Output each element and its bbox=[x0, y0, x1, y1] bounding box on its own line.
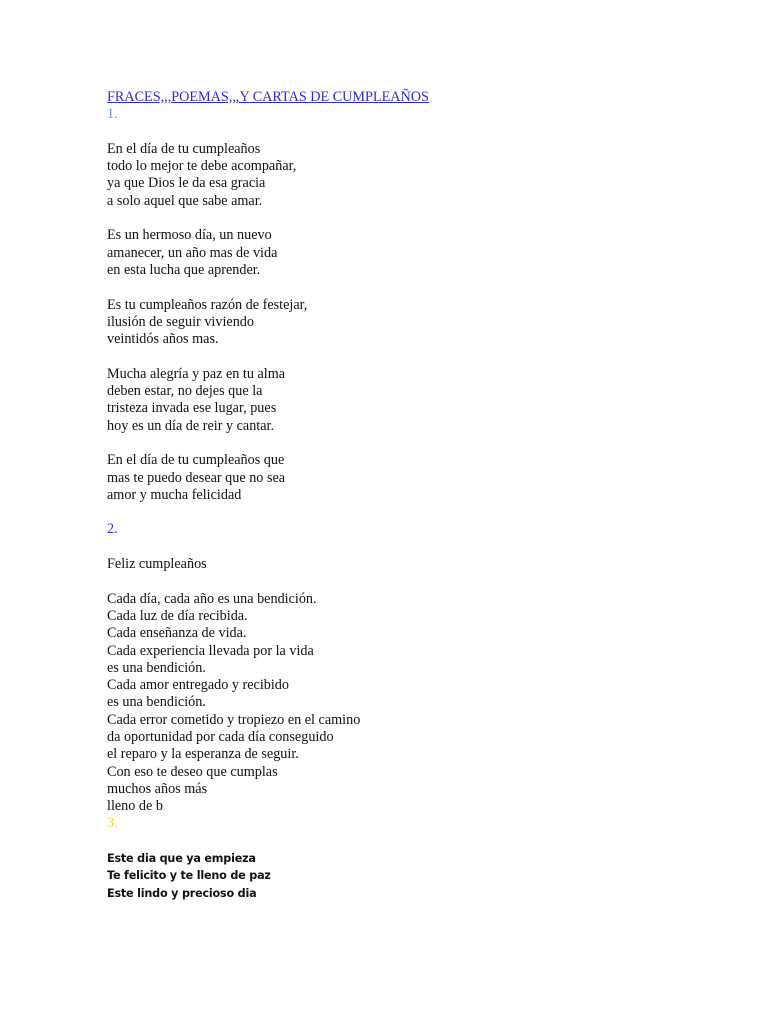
poem-line: Cada amor entregado y recibido bbox=[107, 677, 289, 694]
poem-line: Cada experiencia llevada por la vida bbox=[107, 642, 314, 659]
poem-line: En el día de tu cumpleaños bbox=[107, 140, 261, 157]
poem-line: amor y mucha felicidad bbox=[107, 486, 242, 503]
poem-line: Cada error cometido y tropiezo en el camino bbox=[107, 711, 361, 728]
poem-line: en esta lucha que aprender. bbox=[107, 261, 261, 278]
poem-line: es una bendición. bbox=[107, 659, 206, 676]
spacer bbox=[107, 124, 707, 141]
poem-line: ya que Dios le da esa gracia bbox=[107, 175, 266, 192]
document-title-link[interactable]: FRACES,,,POEMAS,,,Y CARTAS DE CUMPLEAÑOS bbox=[107, 89, 429, 105]
poem-line: a solo aquel que sabe amar. bbox=[107, 192, 263, 209]
poem-line: tristeza invada ese lugar, pues bbox=[107, 400, 277, 417]
spacer bbox=[107, 435, 707, 452]
section-1-stanza-2 bbox=[107, 227, 707, 279]
poem-line: da oportunidad por cada día conseguido bbox=[107, 728, 334, 745]
poem-line: Cada luz de día recibida. bbox=[107, 607, 248, 624]
spacer bbox=[107, 279, 707, 296]
spacer bbox=[107, 539, 707, 556]
poem-line: Cada día, cada año es una bendición. bbox=[107, 590, 317, 607]
section-1-stanza-5 bbox=[107, 452, 707, 504]
spacer bbox=[107, 210, 707, 227]
poem-line: Es un hermoso día, un nuevo bbox=[107, 227, 272, 244]
poem-line: hoy es un día de reir y cantar. bbox=[107, 417, 275, 434]
section-3-number: 3. bbox=[107, 815, 118, 832]
poem-line: ilusión de seguir viviendo bbox=[107, 313, 254, 330]
section-1-stanza-3 bbox=[107, 297, 707, 349]
poem-line: Este lindo y precioso dia bbox=[107, 886, 257, 900]
section-1-stanza-1 bbox=[107, 141, 707, 210]
poem-line: es una bendición. bbox=[107, 694, 206, 711]
poem-line: Es tu cumpleaños razón de festejar, bbox=[107, 296, 308, 313]
poem-line: Mucha alegría y paz en tu alma bbox=[107, 365, 286, 382]
spacer bbox=[107, 833, 707, 850]
spacer bbox=[107, 573, 707, 590]
poem-line: todo lo mejor te debe acompañar, bbox=[107, 158, 297, 175]
poem-line: veintidós años mas. bbox=[107, 331, 219, 348]
section-2-number: 2. bbox=[107, 521, 118, 538]
poem-line: amanecer, un año mas de vida bbox=[107, 244, 278, 261]
document-page bbox=[107, 89, 707, 902]
poem-line: lleno de b bbox=[107, 798, 163, 815]
poem-line: el reparo y la esperanza de seguir. bbox=[107, 746, 299, 763]
poem-line: mas te puedo desear que no sea bbox=[107, 469, 286, 486]
poem-line: muchos años más bbox=[107, 780, 208, 797]
section-2-heading: Feliz cumpleaños bbox=[107, 556, 207, 573]
poem-line: Con eso te deseo que cumplas bbox=[107, 763, 278, 780]
poem-line: deben estar, no dejes que la bbox=[107, 383, 263, 400]
spacer bbox=[107, 504, 707, 521]
spacer bbox=[107, 348, 707, 365]
poem-line: En el día de tu cumpleaños que bbox=[107, 452, 285, 469]
section-1-stanza-4 bbox=[107, 366, 707, 435]
poem-line: Cada enseñanza de vida. bbox=[107, 625, 247, 642]
section-1-number: 1. bbox=[107, 106, 118, 123]
poem-line: Te felicito y te lleno de paz bbox=[107, 869, 271, 883]
poem-line: Este dia que ya empieza bbox=[107, 852, 256, 866]
section-2-body bbox=[107, 591, 707, 816]
section-3-body bbox=[107, 850, 707, 902]
